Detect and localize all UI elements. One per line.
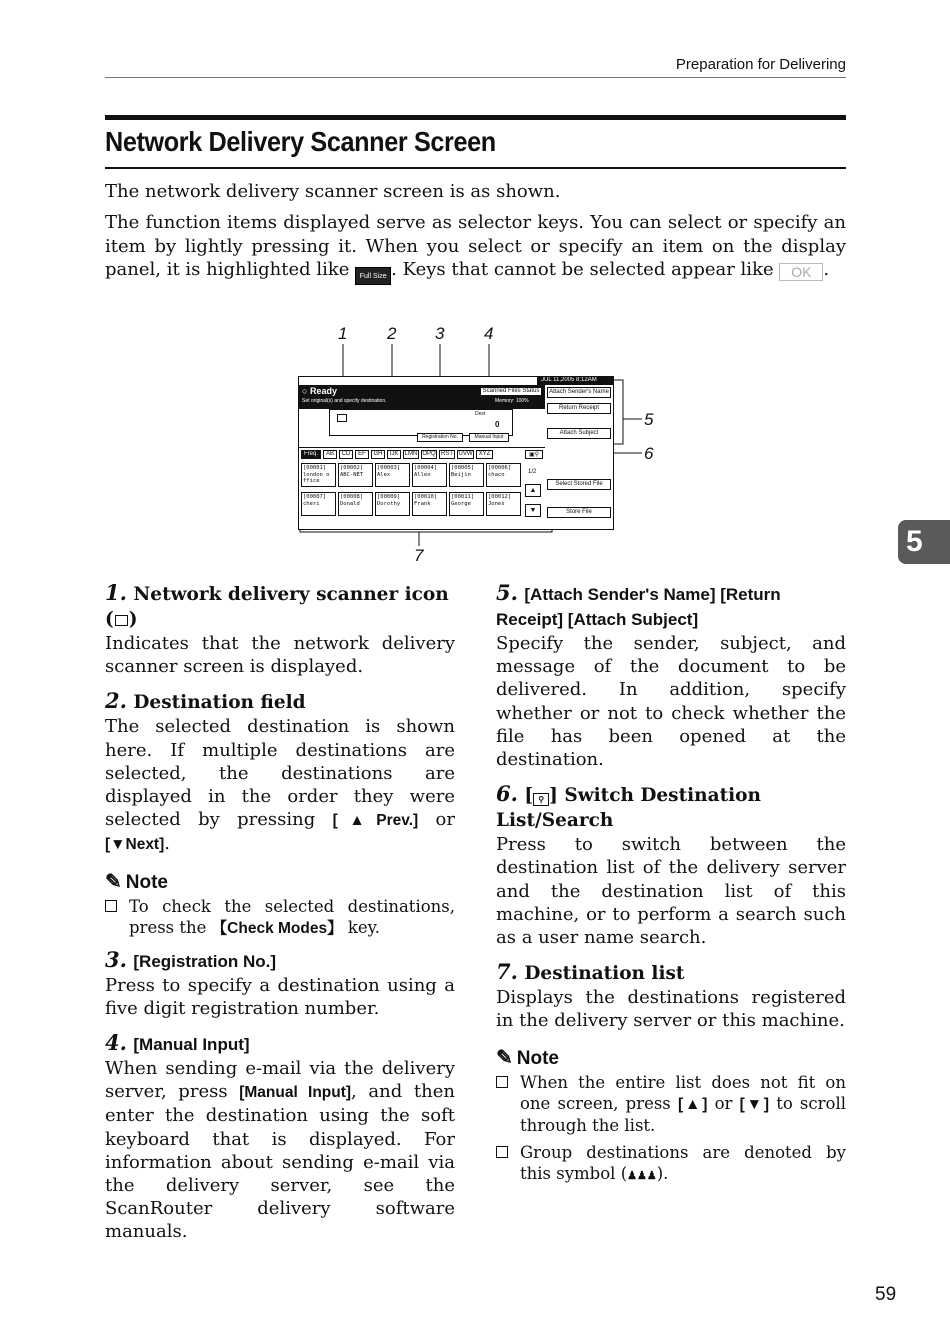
destination-number: [00003] [377,465,401,471]
destination-name: George [451,500,471,507]
destination-number: [00008] [340,494,364,500]
destination-item[interactable] [301,492,336,516]
item-1-text: Indicates that the network delivery scanner screen is displayed. [105,633,455,678]
item-7-number: 7. [496,959,518,985]
note-1-label: Note [125,871,168,893]
item-6-title-b: ] Switch Destination List/Search [496,785,761,832]
note-2-text-a: When the entire list does not fit on one screen, press [520,1072,846,1113]
destination-number: [00009] [377,494,401,500]
prev-key: [▲Prev.] [332,812,419,830]
dest-label: Dest [475,411,486,417]
manual-input-key: [Manual Input] [239,1084,352,1102]
item-2-text-c: . [164,833,170,855]
item-5-title: [Attach Sender's Name] [Return Receipt] [Attach Subject] [496,585,781,629]
chapter-tab: 5 [898,520,950,564]
item-7-text: Displays the destinations registered in the delivery server or this machine. [496,987,846,1032]
tab-ijk[interactable]: IJK [387,450,401,459]
destination-number: [00012] [488,494,512,500]
destination-name: london o ffice [303,471,330,484]
destination-item[interactable] [412,492,447,516]
item-3-number: 3. [105,946,127,972]
item-2 [105,688,455,856]
return-receipt-button[interactable]: Return Receipt [547,403,611,414]
registration-no-button[interactable]: Registration No. [417,433,463,442]
checkbox-bullet-icon [496,1146,508,1158]
item-5-text: Specify the sender, subject, and message of the document to be delivered. In addition, specify whether or not to check whether the file has been opened at the destination. [496,633,846,771]
destination-number: [00001] [303,465,327,471]
destination-item[interactable] [449,492,484,516]
callout-7: 7 [414,546,424,565]
pencil-icon: ✎ [496,1046,513,1069]
destination-item[interactable] [449,463,484,487]
tab-xyz[interactable]: XYZ [476,450,493,459]
item-6-title-a: [ [524,785,534,807]
item-1-number: 1. [105,580,127,605]
destination-number: [00002] [340,465,364,471]
attach-subject-button[interactable]: Attach Subject [547,428,611,439]
group-destination-icon: ♟♟♟ [627,1168,657,1182]
item-7-title: Destination list [524,963,685,985]
scroll-down-button[interactable]: ▼ [525,504,541,517]
note-2-heading [496,1045,846,1070]
item-7-heading [496,959,846,986]
destination-name: Jones [488,500,505,507]
note-1-heading [105,869,455,894]
item-4 [105,1030,455,1244]
item-5-heading [496,580,846,632]
destination-name: Alex [377,471,391,478]
store-file-button[interactable]: Store File [547,507,611,518]
destination-number: [00010] [414,494,438,500]
destination-item[interactable] [375,463,410,487]
destination-name: Dorothy [377,500,401,507]
item-3 [105,947,455,1020]
screen-diagram [290,318,670,578]
page-number: 59 [875,1284,897,1305]
destination-item[interactable] [412,463,447,487]
item-5 [496,580,846,771]
tab-freq[interactable]: Freq. [301,450,321,459]
callout-4: 4 [484,324,494,343]
item-1-heading [105,580,455,632]
note-1-item [105,896,455,939]
tab-rst[interactable]: RST [441,451,453,457]
callout-6: 6 [644,444,654,463]
item-3-text: Press to specify a destination using a five digit registration number. [105,974,455,1019]
item-1-title: Network delivery scanner icon ( [105,584,449,630]
list-page: 1/2 [528,469,537,475]
destination-number: [00005] [451,465,475,471]
scanner-screen [298,376,614,530]
intro-paragraph-1: The network delivery scanner screen is as shown. [105,181,561,202]
destination-name: cheri [303,500,320,507]
item-6-text: Press to switch between the destination list of the delivery server and the destination list of this machine, or to perform a search such as a user name search. [496,834,846,949]
attach-senders-name-button[interactable]: Attach Sender's Name [547,387,611,398]
item-4-text-a: When sending e-mail via the delivery server, press [105,1058,455,1103]
memory-status: Memory: 100% [495,398,529,404]
item-2-text [105,715,455,856]
page-title: Network Delivery Scanner Screen [105,126,496,157]
destination-field[interactable] [329,409,513,436]
highlighted-key-sample: Full Size [355,267,391,285]
tab-ab[interactable]: AB [323,450,337,459]
intro-text-c: . [823,259,830,280]
note-2-item-1 [496,1072,846,1136]
title-bar [105,115,846,120]
item-4-text [105,1057,455,1244]
destination-number: [00004] [414,465,438,471]
destination-name: Frank [414,500,431,507]
up-key: [▲] [677,1095,708,1113]
scanned-files-status-button[interactable]: Scanned Files Status [480,387,542,396]
item-1 [105,580,455,678]
right-column [496,580,846,1192]
note-2-item-2 [496,1142,846,1186]
item-2-title: Destination field [133,692,306,714]
switch-destination-list-icon[interactable]: ▣⚲ [525,450,543,459]
scanner-icon [115,615,128,626]
left-column [105,580,455,1254]
note-2-text-b: or [707,1093,740,1113]
note-1-text-a: To check the selected destinations, press the [129,896,455,937]
switch-list-icon: ⚲ [533,793,549,806]
tab-opq[interactable]: OPQ [422,451,436,457]
callout-3: 3 [435,324,445,343]
item-7 [496,959,846,1032]
status-prompt: Set original(s) and specify destination. [302,398,387,404]
intro-text-b: . Keys that cannot be selected appear like [391,259,774,280]
note-1-text-b: key. [342,917,380,937]
note-2-text-c: to scroll through the list. [520,1093,847,1135]
destination-name: Donald [340,500,360,507]
callout-2: 2 [387,324,397,343]
dest-count: 0 [495,420,500,429]
item-3-title: [Registration No.] [133,951,276,971]
network-delivery-scanner-icon [337,414,347,422]
tab-cd[interactable]: CD [339,450,353,459]
callout-5: 5 [644,410,654,429]
destination-name: ABC-NET [340,471,364,478]
item-2-text-a: The selected destination is shown here. If multiple destinations are selected, the destinations are displayed in the order they were selected by pressing [105,716,455,831]
item-4-heading [105,1030,455,1057]
destination-name: Allen [414,471,431,478]
item-1-title-end: ) [128,609,138,630]
check-modes-key: 【Check Modes】 [211,919,343,937]
item-2-number: 2. [105,688,127,714]
item-5-number: 5. [496,580,518,605]
destination-item[interactable] [486,492,521,516]
title-rule [105,167,846,169]
item-6 [496,781,846,949]
destination-name: Beijin [451,471,471,478]
screen-date: JUL 11,2005 8:12AM [541,377,597,383]
destination-item[interactable] [338,492,373,516]
next-key: [▼Next] [105,836,165,854]
note-2-label: Note [516,1047,559,1069]
tab-gh[interactable]: GH [371,450,385,459]
note-2-text-d: Group destinations are denoted by this symbol ( [520,1142,846,1183]
destination-item[interactable] [301,463,336,487]
tab-ef[interactable]: EF [355,450,369,459]
checkbox-bullet-icon [496,1076,508,1088]
select-stored-file-button[interactable]: Select Stored File [547,479,611,490]
manual-input-button[interactable]: Manual Input [469,433,509,442]
pencil-icon: ✎ [105,870,122,893]
note-2-text-e: ). [656,1163,669,1183]
item-2-text-b: or [418,809,455,831]
item-6-number: 6. [496,781,518,807]
item-4-text-b: , and then enter the destination using the soft keyboard that is displayed. For information about sending e-mail via the delivery server, see the ScanRouter delivery software manuals. [105,1081,455,1243]
destination-name: chaco [488,471,505,478]
destination-number: [00007] [303,494,327,500]
tab-lmn[interactable]: LMN [404,451,418,457]
destination-item[interactable] [375,492,410,516]
status-ready: ○ Ready [302,386,337,396]
destination-number: [00011] [451,494,475,500]
item-6-heading [496,781,846,833]
intro-text-a: The function items displayed serve as selector keys. You can select or specify an item by lightly pressing it. When you select or specify an item on the display panel, it is highlighted like [105,212,846,280]
intro-paragraph-2 [105,211,846,285]
disabled-key-sample: OK [779,263,823,281]
tab-uvw[interactable]: UVW [458,451,473,457]
destination-number: [00006] [488,465,512,471]
down-key: [▼] [739,1095,770,1113]
item-3-heading [105,947,455,974]
item-4-title: [Manual Input] [133,1035,250,1055]
callout-1: 1 [338,324,348,343]
item-2-heading [105,688,455,715]
running-head: Preparation for Delivering [675,56,846,73]
header-rule [105,77,846,78]
item-4-number: 4. [105,1030,127,1056]
checkbox-bullet-icon [105,900,117,912]
destination-item[interactable] [338,463,373,487]
scroll-up-button[interactable]: ▲ [525,484,541,497]
destination-item[interactable] [486,463,521,487]
